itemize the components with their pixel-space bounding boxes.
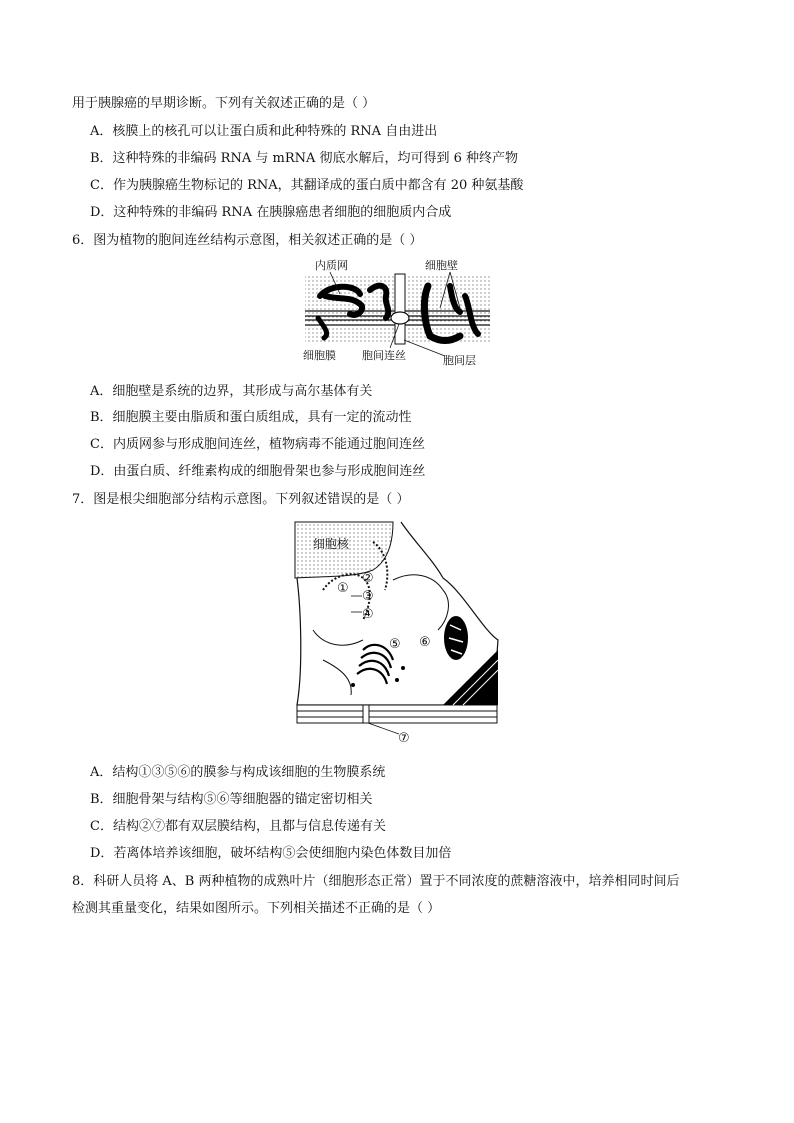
q7-option-c: C．结构②⑦都有双层膜结构，且都与信息传递有关 xyxy=(90,819,386,834)
q7-option-a: A．结构①③⑤⑥的膜参与构成该细胞的生物膜系统 xyxy=(90,765,386,780)
label-6: ⑥ xyxy=(419,635,431,650)
q6-option-d: D．由蛋白质、纤维素构成的细胞骨架也参与形成胞间连丝 xyxy=(90,464,426,479)
plasmodesma-channel xyxy=(391,312,409,324)
label-plasmodesma: 胞间连丝 xyxy=(362,349,406,362)
q5-option-c: C．作为胰腺癌生物标记的 RNA，其翻译成的蛋白质中都含有 20 种氨基酸 xyxy=(90,178,524,193)
label-5: ⑤ xyxy=(389,637,401,652)
label-nucleus: 细胞核 xyxy=(313,537,350,551)
q7-option-b: B．细胞骨架与结构⑤⑥等细胞器的锚定密切相关 xyxy=(90,792,373,807)
label-3: ③ xyxy=(362,589,374,604)
label-membrane: 细胞膜 xyxy=(303,349,336,362)
label-middle-lamella: 胞间层 xyxy=(443,354,476,367)
root-tip-cell-diagram xyxy=(293,520,503,748)
q6-option-b: B．细胞膜主要由脂质和蛋白质组成，具有一定的流动性 xyxy=(90,410,412,425)
label-2: ② xyxy=(362,571,374,586)
label-1: ① xyxy=(337,581,349,596)
label-4: ④ xyxy=(362,607,374,622)
q7-stem: 7．图是根尖细胞部分结构示意图。下列叙述错误的是（ ） xyxy=(72,492,410,507)
q6-stem: 6．图为植物的胞间连丝结构示意图，相关叙述正确的是（ ） xyxy=(72,233,423,248)
q8-stem-line1: 8．科研人员将 A、B 两种植物的成熟叶片（细胞形态正常）置于不同浓度的蔗糖溶液中，培养相同时间后 xyxy=(72,874,680,889)
q7-option-d: D．若离体培养该细胞，破坏结构⑤会使细胞内染色体数目加倍 xyxy=(90,846,452,861)
label-er: 内质网 xyxy=(315,259,348,272)
q5-stem: 用于胰腺癌的早期诊断。下列有关叙述正确的是（ ） xyxy=(72,96,376,111)
q5-option-b: B．这种特殊的非编码 RNA 与 mRNA 彻底水解后，均可得到 6 种终产物 xyxy=(90,151,519,166)
q6-option-a: A．细胞壁是系统的边界，其形成与高尔基体有关 xyxy=(90,384,373,399)
mitochondrion xyxy=(444,616,468,660)
q5-option-a: A．核膜上的核孔可以让蛋白质和此种特殊的 RNA 自由进出 xyxy=(90,124,438,139)
q6-option-c: C．内质网参与形成胞间连丝，植物病毒不能通过胞间连丝 xyxy=(90,437,425,452)
q8-stem-line2: 检测其重量变化，结果如图所示。下列相关描述不正确的是（ ） xyxy=(72,901,441,916)
plasmodesma-diagram xyxy=(300,256,500,372)
label-cell-wall: 细胞壁 xyxy=(425,259,458,272)
q5-option-d: D．这种特殊的非编码 RNA 在胰腺癌患者细胞的细胞质内合成 xyxy=(90,205,452,220)
label-7: ⑦ xyxy=(398,731,410,746)
